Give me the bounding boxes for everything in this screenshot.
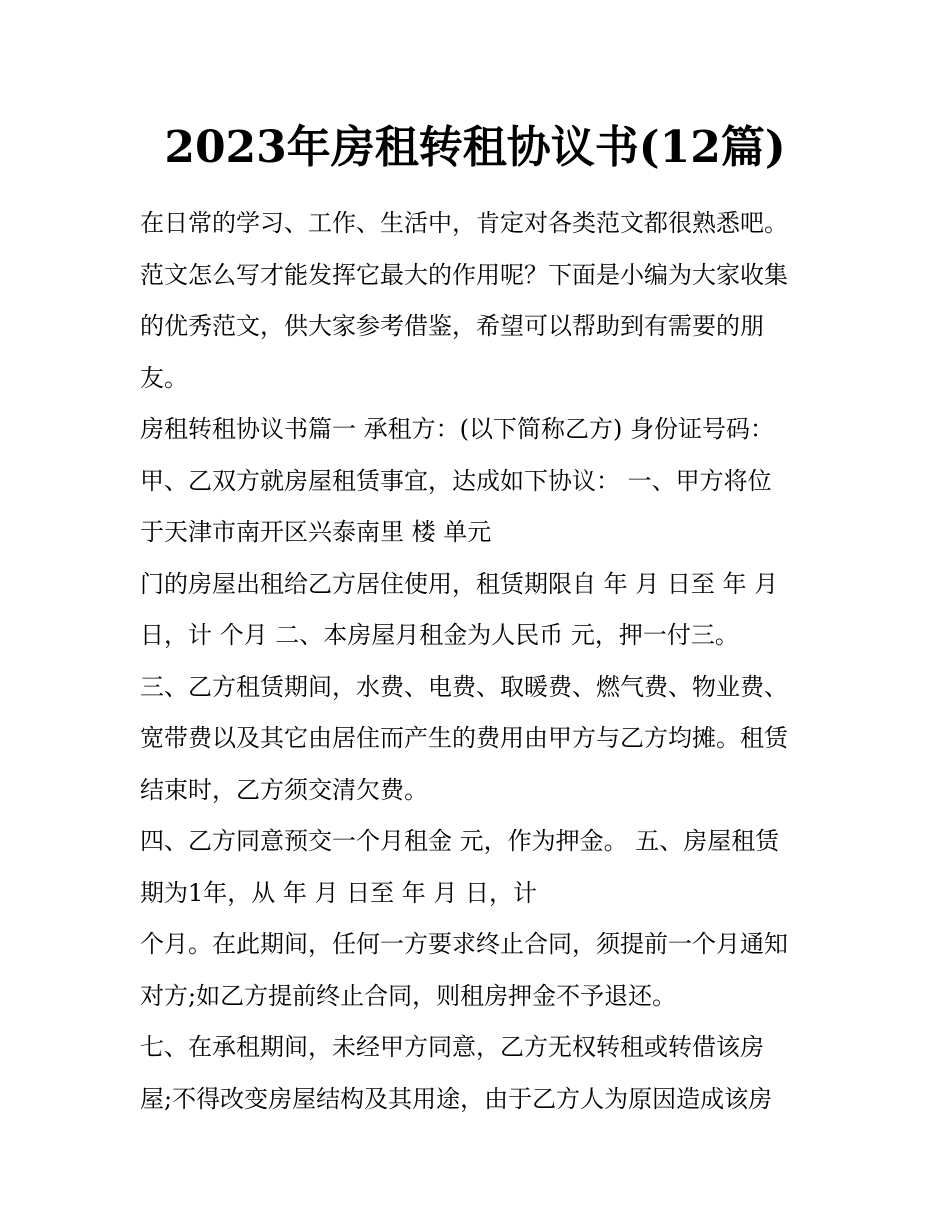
body-line: 房租转租协议书篇一 承租方：(以下简称乙方) 身份证号码： <box>140 415 774 443</box>
body-line: 七、在承租期间，未经甲方同意，乙方无权转租或转借该房 <box>140 1033 764 1061</box>
body-line: 屋;不得改变房屋结构及其用途，由于乙方人为原因造成该房 <box>140 1084 773 1113</box>
document-title: 2023年房租转租协议书(12篇) <box>164 122 786 173</box>
document-body <box>140 199 820 1126</box>
body-line: 期为1年，从 年 月 日至 年 月 日，计 <box>140 878 538 907</box>
body-line: 四、乙方同意预交一个月租金 元，作为押金。 五、房屋租赁 <box>140 827 780 855</box>
body-line: 在日常的学习、工作、生活中，肯定对各类范文都很熟悉吧。 <box>140 209 788 237</box>
body-line: 于天津市南开区兴泰南里 楼 单元 <box>140 518 492 546</box>
body-line: 门的房屋出租给乙方居住使用，租赁期限自 年 月 日至 年 月 <box>140 569 779 598</box>
body-line: 范文怎么写才能发挥它最大的作用呢？下面是小编为大家收集 <box>140 260 788 289</box>
body-line: 个月。在此期间，任何一方要求终止合同，须提前一个月通知 <box>140 930 788 958</box>
body-line: 日，计 个月 二、本房屋月租金为人民币 元，押一付三。 <box>140 621 739 649</box>
body-line: 友。 <box>140 363 188 392</box>
body-line: 结束时，乙方须交清欠费。 <box>140 775 428 804</box>
body-line: 三、乙方租赁期间，水费、电费、取暖费、燃气费、物业费、 <box>140 672 788 701</box>
body-line: 的优秀范文，供大家参考借鉴，希望可以帮助到有需要的朋 <box>140 312 764 340</box>
body-line: 宽带费以及其它由居住而产生的费用由甲方与乙方均摊。租赁 <box>140 724 788 752</box>
body-line: 甲、乙双方就房屋租赁事宜，达成如下协议： 一、甲方将位 <box>140 466 772 495</box>
body-line: 对方;如乙方提前终止合同，则租房押金不予退还。 <box>140 981 677 1010</box>
